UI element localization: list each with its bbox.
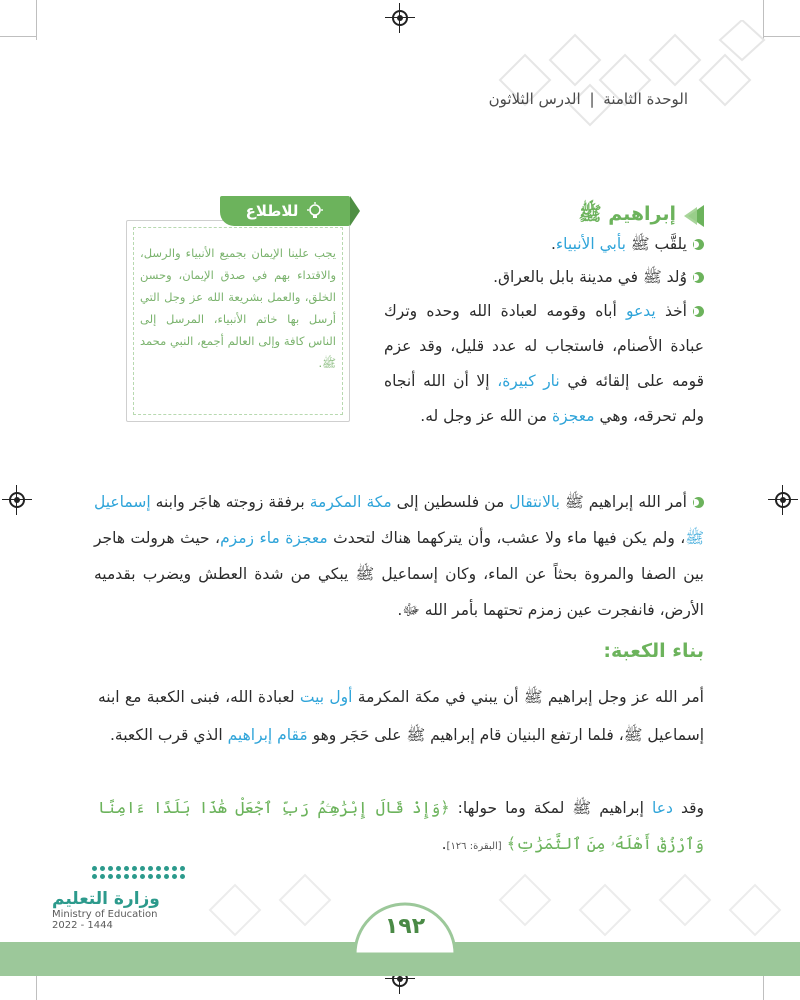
lightbulb-icon [306,202,324,220]
page-number: ١٩٢ [384,914,426,939]
list-item: وُلد ﷺ في مدينة بابل بالعراق. [384,261,704,294]
bullet-icon [693,306,704,317]
info-box-label: للاطلاع [220,196,350,226]
decorative-pattern [200,860,790,940]
crop-mark [0,36,36,37]
paragraph: أمر الله عز وجل إبراهيم ﷺ أن يبني في مكة المكرمة أول بيت لعبادة الله، فبنى الكعبة مع ابنه إسماعيل ﷺ، فلما ارتفع البنيان قام إبراهيم ﷺ على حَجَر وهو مَقام إبراهيم الذي قرب الكعبة. [98,688,704,744]
bullet-icon [693,497,704,508]
list-item: يلقَّب ﷺ بأبي الأنبياء. [384,228,704,261]
info-box [126,196,350,422]
registration-mark-icon [774,491,792,509]
logo-dots-icon [92,866,188,879]
section-title-ibrahim: إبراهيم ﷺ [579,202,704,230]
quran-verse: ﴿وَإِذْ قَالَ إِبْرَٰهِـۧمُ رَبِّ ٱجْعَلْ هَٰذَا بَلَدًا ءَامِنًا وَٱرْزُقْ أَهْلَهُۥ مِنَ ٱلثَّمَرَٰتِ﴾ [98,798,704,853]
bullet-icon [693,272,704,283]
chevron-left-icon [684,205,704,227]
paragraph: وقد دعا إبراهيم ﷺ لمكة وما حولها: ﴿وَإِذْ قَالَ إِبْرَٰهِـۧمُ رَبِّ ٱجْعَلْ هَٰذَا بَلَدًا ءَامِنًا وَٱرْزُقْ أَهْلَهُۥ مِنَ ٱلثَّمَرَٰتِ﴾ [البقرة: ١٢٦]. [98,798,704,853]
list-item: أمر الله إبراهيم ﷺ بالانتقال من فلسطين إلى مكة المكرمة برفقة زوجته هاجَر وابنه إسماعيل ﷺ، ولم يكن فيها ماء ولا عشب، وأن يتركهما هناك لتحدث معجزة ماء زمزم، حيث هرولت هاجر بين الصفا والمروة بحثاً عن الماء، وكان إسماعيل ﷺ يبكي من شدة العطش ويضرب بقدميه الأرض، فانفجرت عين زمزم تحتهما بأمر الله ﷻ. [94,493,705,619]
section-title-kaaba: بناء الكعبة: [603,640,704,662]
crop-mark [36,0,37,40]
info-box-text: يجب علينا الإيمان بجميع الأنبياء والرسل، والاقتداء بهم في صدق الإيمان، وحسن الخلق، والعمل بشريعة الله عز وجل التي أرسل بها خاتم الأنبياء، المرسل إلى الناس كافة وإلى العالم أجمع، النبي محمد ﷺ. [140,246,336,370]
ministry-logo [52,866,202,931]
ministry-name-ar: وزارة التعليم [52,889,160,909]
registration-mark-icon [8,491,26,509]
unit-title: الوحدة الثامنة [603,90,688,108]
list-item: أخذ يدعو أباه وقومه لعبادة الله وحده وترك عبادة الأصنام، فاستجاب له عدد قليل، وقد عزم قومه على إلقائه في نار كبيرة، إلا أن الله أنجاه ولم تحرقه، وهي معجزة من الله عز وجل له. [384,302,705,425]
ministry-year: 2022 - 1444 [52,920,113,931]
decorative-pattern [480,20,780,130]
ministry-name-en: Ministry of Education [52,909,158,920]
page-number-badge [352,896,458,956]
bullet-icon [693,239,704,250]
registration-mark-icon [391,9,409,27]
verse-reference: [البقرة: ١٢٦] [446,841,502,852]
lesson-title: الدرس الثلاثون [488,90,581,108]
bullet-list-top [384,228,704,434]
page-header [489,90,688,108]
header-separator: | [589,90,595,108]
